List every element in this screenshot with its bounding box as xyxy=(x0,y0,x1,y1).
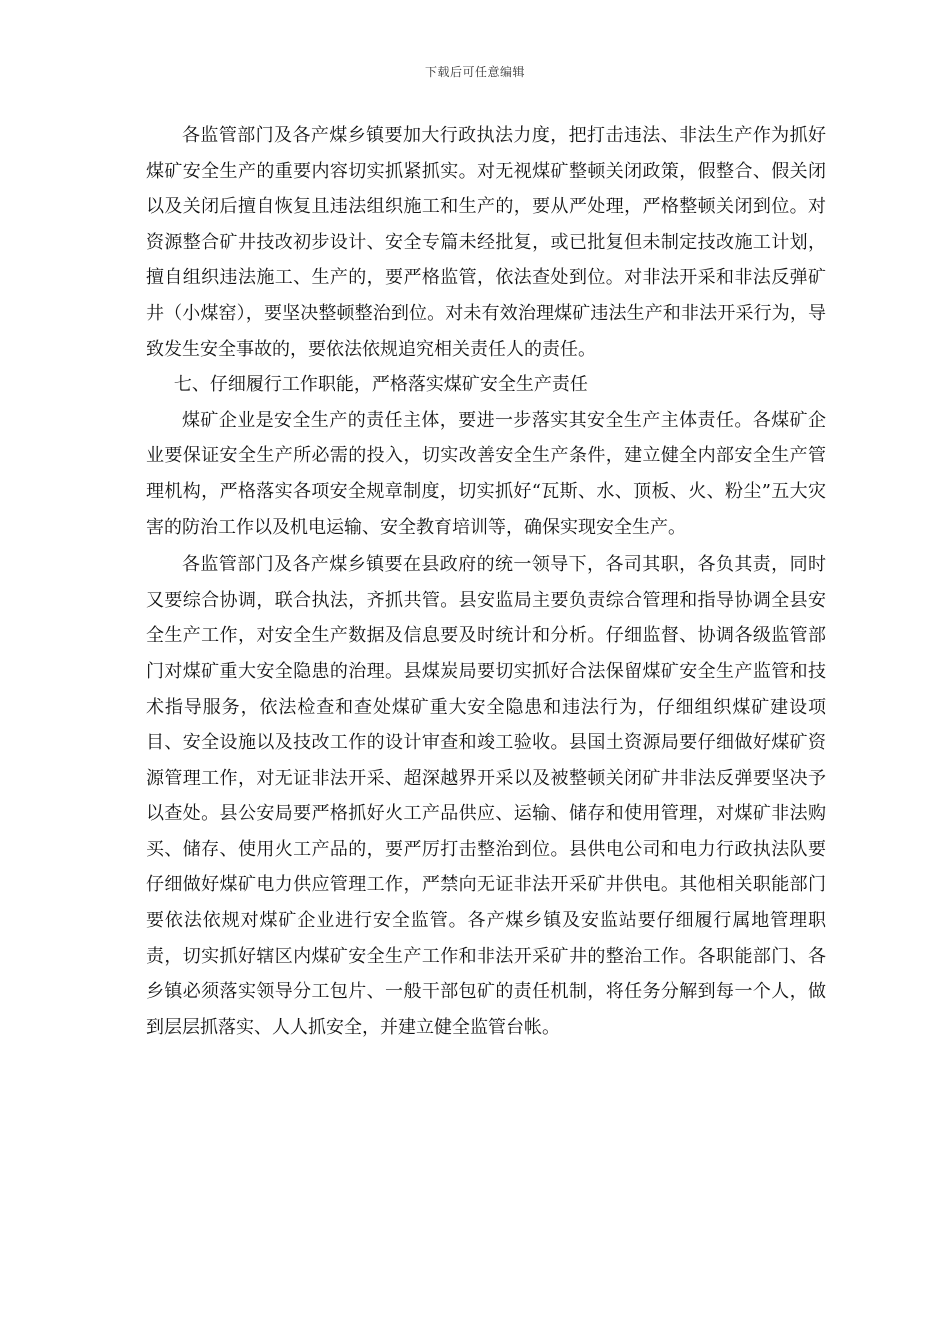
page-header: 下载后可任意编辑 xyxy=(424,65,525,79)
section-heading-seven: 七、仔细履行工作职能，严格落实煤矿安全生产责任 xyxy=(173,374,588,396)
paragraph-department-duties: 各监管部门及各产煤乡镇要在县政府的统一领导下，各司其职，各负其责，同时又要综合协调，联合执法，齐抓共管。县安监局主要负责综合管理和指导协调全县安全生产工作，对安全生产数据及信息要及时统计和分析。仔细监督、协调各级监管部门对煤矿重大安全隐患的治理。县煤炭局要切实抓好合法保留煤矿安全生产监管和技术指导服务，依法检查和查处煤矿重大安全隐患和违法行为，仔细组织煤矿建设项目、安全设施以及技改工作的设计审查和竣工验收。县国土资源局要仔细做好煤矿资源管理工作，对无证非法开采、超深越界开采以及被整顿关闭矿井非法反弹要坚决予以查处。县公安局要严格抓好火工产品供应、运输、储存和使用管理，对煤矿非法购买、储存、使用火工产品的，要严厉打击整治到位。县供电公司和电力行政执法队要仔细做好煤矿电力供应管理工作，严禁向无证非法开采矿井供电。其他相关职能部门要依法依规对煤矿企业进行安全监管。各产煤乡镇及安监站要仔细履行属地管理职责，切实抓好辖区内煤矿安全生产工作和非法开采矿井的整治工作。各职能部门、各乡镇必须落实领导分工包片、一般干部包矿的责任机制，将任务分解到每一个人，做到层层抓落实、人人抓安全，并建立健全监管台帐。 xyxy=(146,554,826,1038)
paragraph-enterprise-responsibility: 煤矿企业是安全生产的责任主体，要进一步落实其安全生产主体责任。各煤矿企业要保证安全生产所必需的投入，切实改善安全生产条件，建立健全内部安全生产管理机构，严格落实各项安全规章制度，切实抓好“瓦斯、水、顶板、火、粉尘”五大灾害的防治工作以及机电运输、安全教育培训等，确保实现安全生产。 xyxy=(146,409,826,538)
document-body xyxy=(146,118,826,1045)
paragraph-enforcement: 各监管部门及各产煤乡镇要加大行政执法力度，把打击违法、非法生产作为抓好煤矿安全生产的重要内容切实抓紧抓实。对无视煤矿整顿关闭政策，假整合、假关闭以及关闭后擅自恢复且违法组织施工和生产的，要从严处理，严格整顿关闭到位。对资源整合矿井技改初步设计、安全专篇未经批复，或已批复但未制定技改施工计划，擅自组织违法施工、生产的，要严格监管，依法查处到位。对非法开采和非法反弹矿井（小煤窑），要坚决整顿整治到位。对未有效治理煤矿违法生产和非法开采行为，导致发生安全事故的，要依法依规追究相关责任人的责任。 xyxy=(146,125,826,360)
